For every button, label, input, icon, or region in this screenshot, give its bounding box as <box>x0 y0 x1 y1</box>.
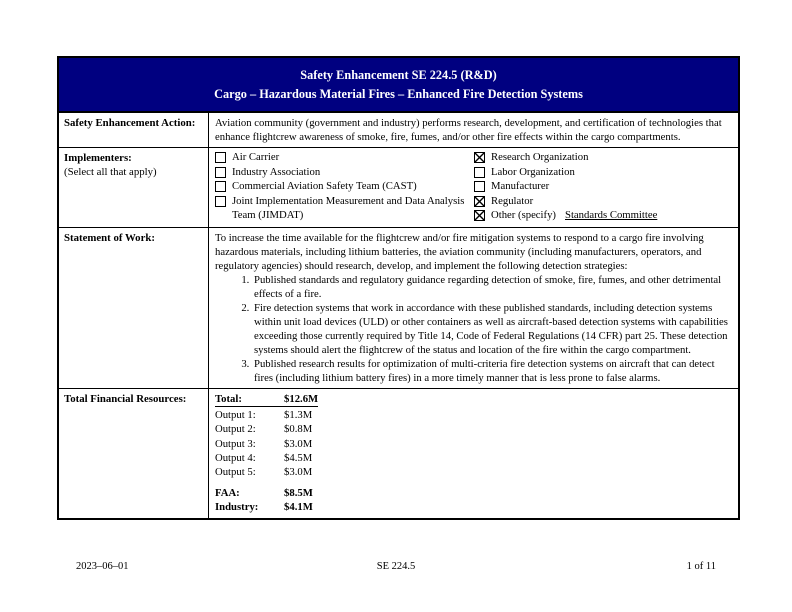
action-label: Safety Enhancement Action: <box>64 117 196 129</box>
row-implementers <box>59 147 738 227</box>
footer-date: 2023–06–01 <box>76 561 129 572</box>
title-line-1: Safety Enhancement SE 224.5 (R&D) <box>300 68 497 82</box>
checkbox-item-jimdat <box>215 195 474 222</box>
action-text: Aviation community (government and industry) performs research, development, and certification of technologies that enhance flightcrew awareness of smoke, fire, fumes, and/or other fire effects within the cargo compartments. <box>215 117 722 144</box>
statement-item: 2. Fire detection systems that work in accordance with these published standards, including detection systems within unit load devices (ULD) or other containers as well as aircraft-based detection systems with capabilities exceeding those currently required by Title 14, Code of Federal Regulations (14 CFR) part 25. These detection systems should alert the flightcrew of the status and location of the fire within the cargo compartment. <box>252 301 734 357</box>
output-value: $3.0M <box>284 465 313 478</box>
industry-value: $4.1M <box>284 501 313 514</box>
finance-label-cell <box>59 389 209 518</box>
implementers-right-column <box>474 151 734 224</box>
industry-association-checkbox[interactable] <box>215 167 226 178</box>
checkbox-item-other-specify <box>474 209 734 223</box>
finance-output-row <box>215 408 312 422</box>
implementers-content <box>209 148 738 227</box>
finance-industry-row <box>215 500 313 514</box>
implementers-label: Implementers: <box>64 152 132 165</box>
checkbox-label: Air Carrier <box>232 151 280 164</box>
finance-total-label: Total: <box>215 392 242 405</box>
output-label: Output 1: <box>215 409 256 422</box>
output-label: Output 4: <box>215 451 256 464</box>
finance-total-row <box>215 392 318 407</box>
manufacturer-checkbox[interactable] <box>474 181 485 192</box>
statement-item: 3. Published research results for optimization of multi-criteria fire detection systems on aircraft that can detect fires (including lithium battery fires) in a more timely manner that is less prone to false alarms. <box>252 357 734 385</box>
row-statement-of-work <box>59 227 738 388</box>
row-safety-enhancement-action <box>59 112 738 147</box>
output-label: Output 2: <box>215 423 256 436</box>
checkbox-item-manufacturer <box>474 180 734 194</box>
research-organization-checkbox[interactable] <box>474 152 485 163</box>
output-value: $0.8M <box>284 423 313 436</box>
footer-doc-id: SE 224.5 <box>376 561 416 572</box>
title-line-2: Cargo – Hazardous Material Fires – Enhanced Fire Detection Systems <box>214 87 583 101</box>
output-value: $1.3M <box>284 409 313 422</box>
checkbox-item-research-organization <box>474 151 734 165</box>
safety-enhancement-table <box>57 56 740 520</box>
faa-value: $8.5M <box>284 487 313 500</box>
footer-page-number: 1 of 11 <box>686 561 716 572</box>
checkbox-label: Manufacturer <box>491 180 550 193</box>
other-specify-value: Standards Committee <box>565 209 658 222</box>
industry-label: Industry: <box>215 501 259 514</box>
statement-content <box>209 228 738 388</box>
checkbox-label: Labor Organization <box>491 165 575 178</box>
checkbox-item-cast <box>215 180 474 194</box>
statement-label: Statement of Work: <box>64 231 155 244</box>
finance-output-row <box>215 451 312 465</box>
statement-intro: To increase the time available for the flightcrew and/or fire mitigation systems to respond to a cargo fire involving hazardous materials, including lithium batteries, the aviation community (including manufacturers, operators, and regulatory agencies) should research, develop, and implement the following detection strategies: <box>215 231 704 272</box>
finance-faa-row <box>215 486 313 500</box>
jimdat-checkbox[interactable] <box>215 196 226 207</box>
other-specify-checkbox[interactable] <box>474 210 485 221</box>
finance-total-value: $12.6M <box>284 392 319 405</box>
finance-label: Total Financial Resources: <box>64 392 187 405</box>
checkbox-item-industry-association <box>215 166 474 180</box>
faa-label: FAA: <box>215 487 240 500</box>
checkbox-item-air-carrier <box>215 151 474 165</box>
regulator-checkbox[interactable] <box>474 196 485 207</box>
row-financial-resources <box>59 388 738 518</box>
finance-output-row <box>215 422 312 436</box>
output-value: $4.5M <box>284 451 313 464</box>
labor-organization-checkbox[interactable] <box>474 167 485 178</box>
finance-output-row <box>215 465 312 479</box>
implementers-label-cell <box>59 148 209 227</box>
checkbox-label: Joint Implementation Measurement and Data Analysis Team (JIMDAT) <box>232 194 465 221</box>
implementers-left-column <box>215 151 474 224</box>
checkbox-label: Other (specify) <box>491 209 556 222</box>
output-value: $3.0M <box>284 437 313 450</box>
statement-item: 1. Published standards and regulatory guidance regarding detection of smoke, fire, fumes, and other detrimental effects of a fire. <box>252 273 734 301</box>
checkbox-label: Research Organization <box>491 151 589 164</box>
checkbox-item-regulator <box>474 195 734 209</box>
finance-output-row <box>215 437 312 451</box>
statement-label-cell <box>59 228 209 388</box>
finance-content <box>209 389 738 518</box>
cast-checkbox[interactable] <box>215 181 226 192</box>
checkbox-label: Regulator <box>491 194 534 207</box>
output-label: Output 5: <box>215 465 256 478</box>
document-title-banner <box>59 58 738 112</box>
implementers-sublabel: (Select all that apply) <box>64 166 157 179</box>
checkbox-label: Industry Association <box>232 165 321 178</box>
output-label: Output 3: <box>215 437 256 450</box>
action-label-cell <box>59 113 209 147</box>
page-footer <box>76 560 716 573</box>
finance-gap <box>215 479 734 486</box>
statement-strategy-list <box>215 273 734 385</box>
checkbox-label: Commercial Aviation Safety Team (CAST) <box>232 180 417 193</box>
air-carrier-checkbox[interactable] <box>215 152 226 163</box>
checkbox-item-labor-organization <box>474 166 734 180</box>
